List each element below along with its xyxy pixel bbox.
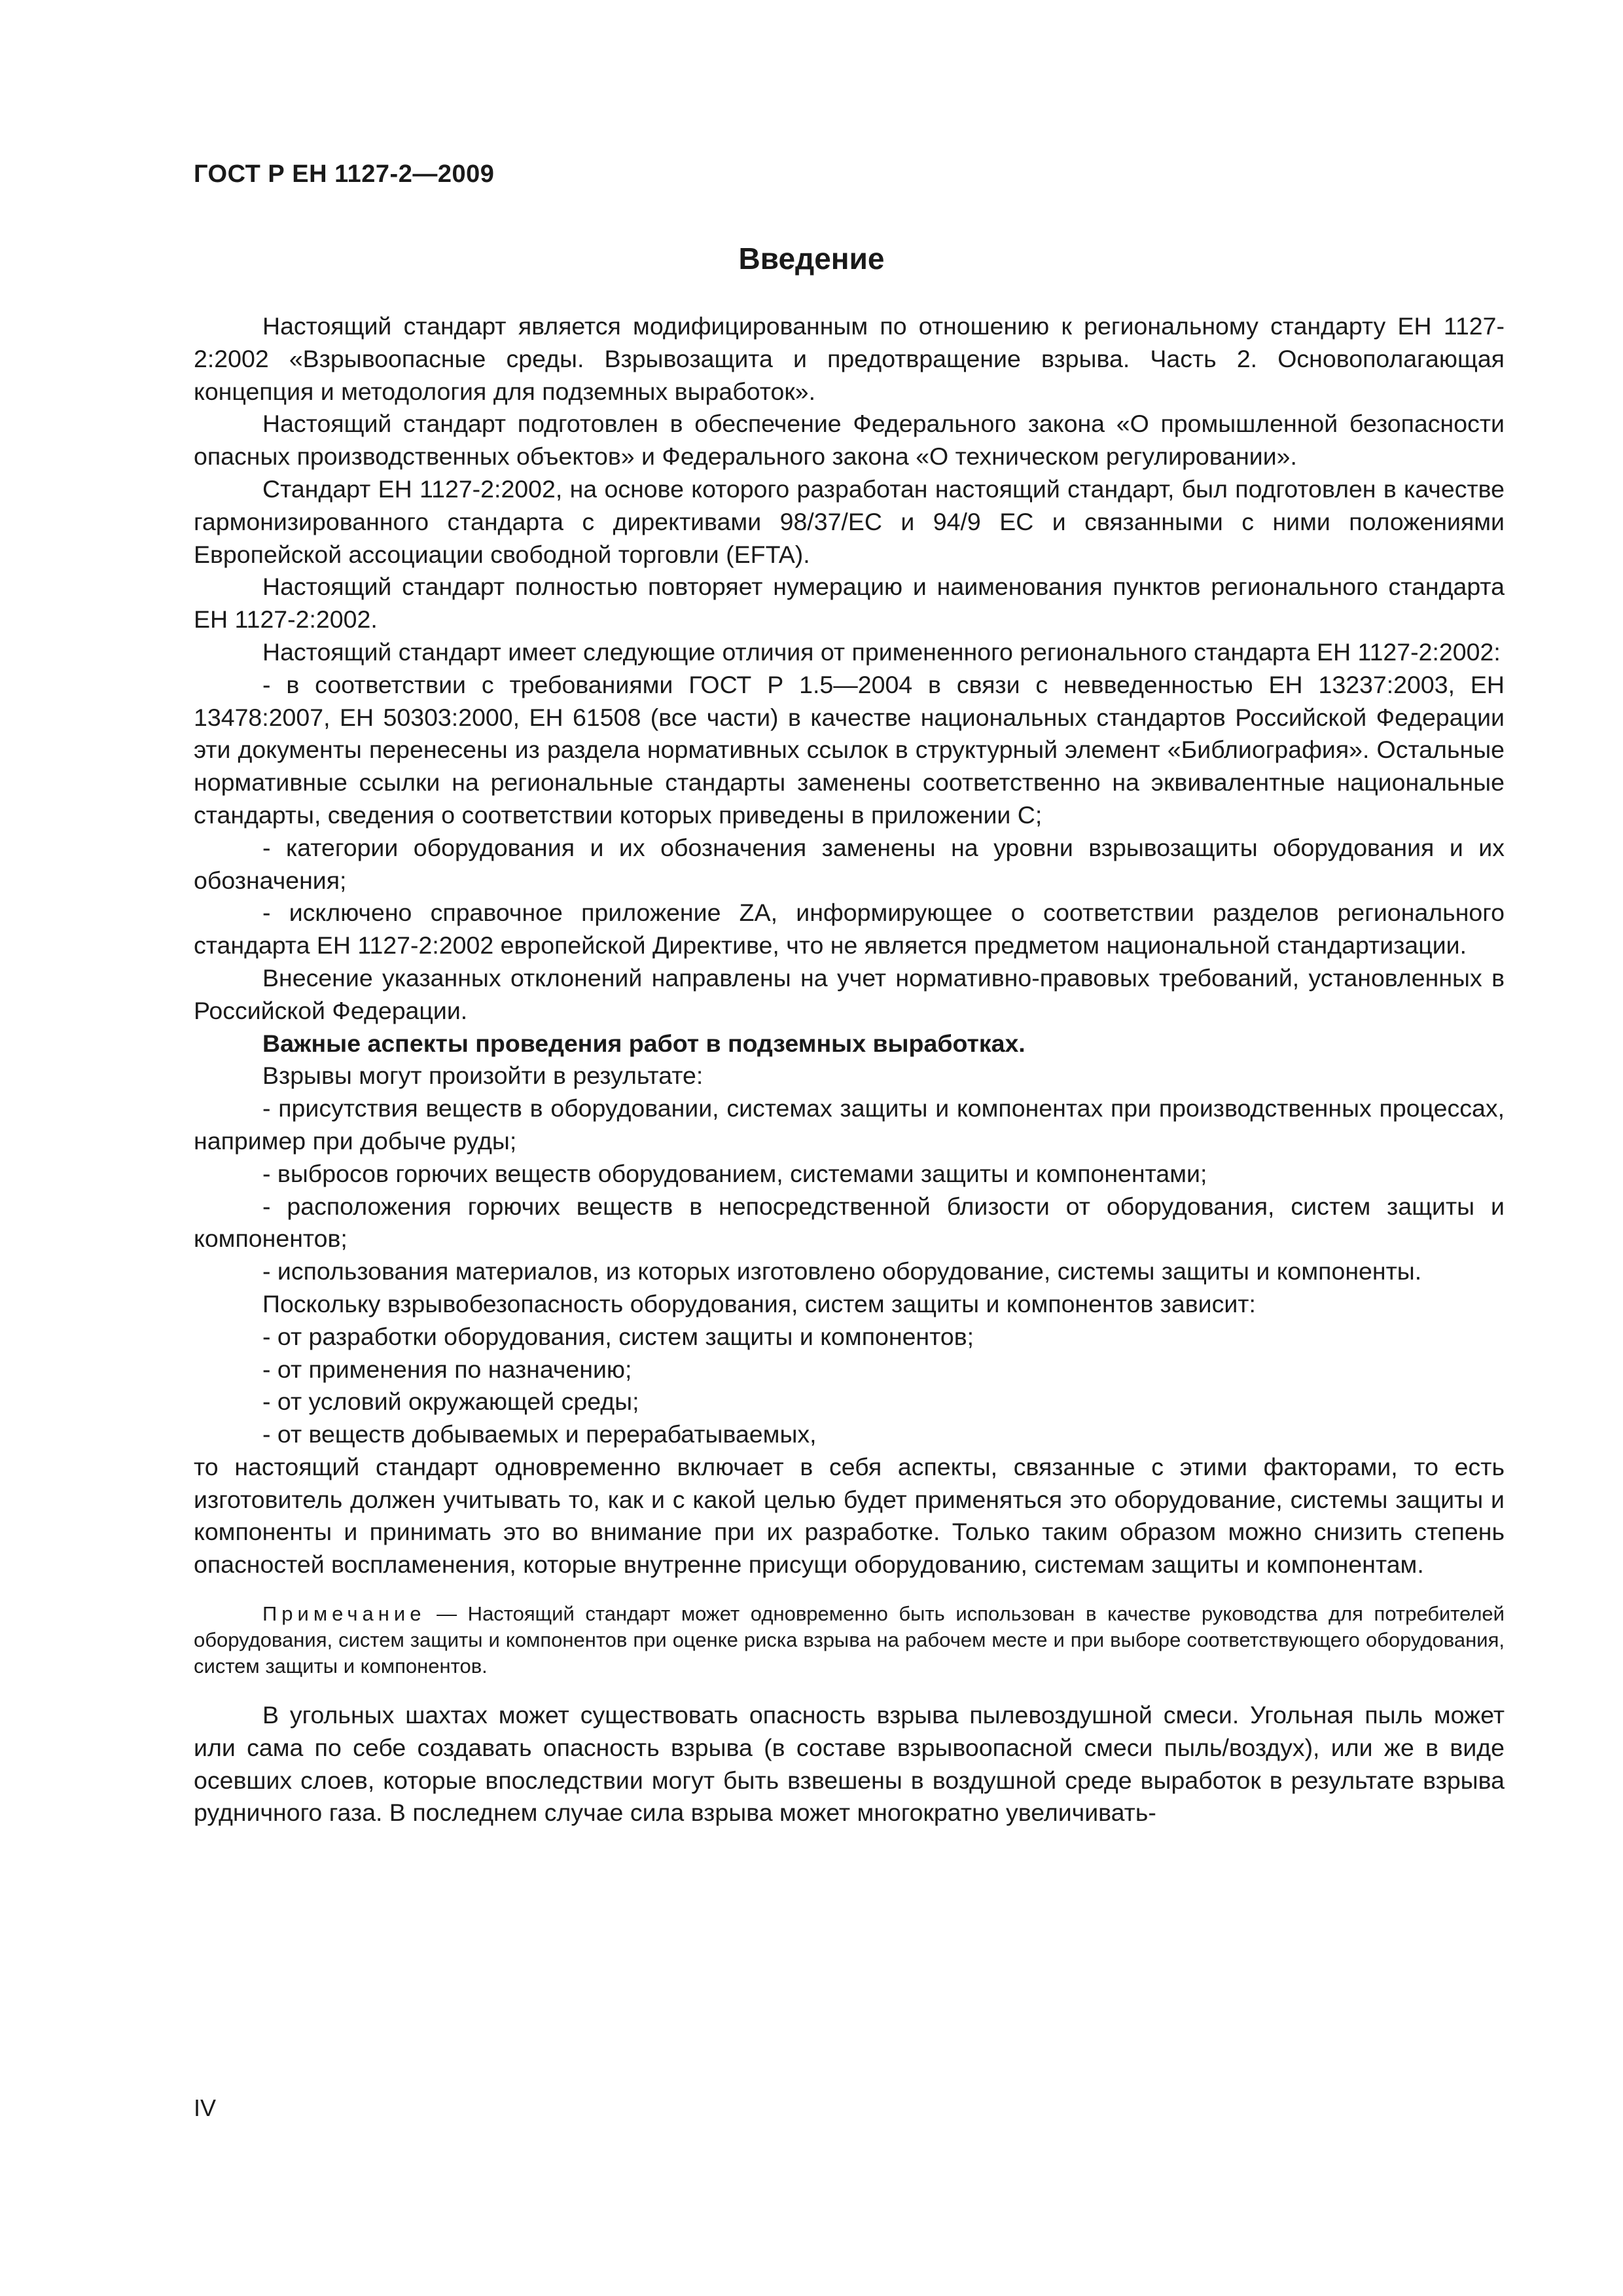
list-item: - выбросов горючих веществ оборудованием, системами защиты и компонентами; xyxy=(262,1159,1207,1187)
list-item: - присутствия веществ в оборудовании, системах защиты и компонентах при производственных процессах, например при добыче руды; xyxy=(194,1094,1505,1155)
paragraph: Взрывы могут произойти в результате: xyxy=(262,1062,704,1090)
list-item: - от разработки оборудования, систем защиты и компонентов; xyxy=(262,1322,974,1350)
paragraph: Настоящий стандарт подготовлен в обеспечение Федерального закона «О промышленной безопасности опасных производственных объектов» и Федерального закона «О техническом регулировании». xyxy=(194,410,1505,471)
list-item: - расположения горючих веществ в непосредственной близости от оборудования, систем защиты и компонентов; xyxy=(194,1192,1505,1253)
list-item: - исключено справочное приложение ZA, информирующее о соответствии разделов регионального стандарта ЕН 1127-2:2002 европейской Директиве, что не является предметом национальной стандартизации. xyxy=(194,899,1505,960)
document-body xyxy=(194,310,1505,1829)
page-number: IV xyxy=(194,2094,217,2121)
page-title: Введение xyxy=(738,242,885,276)
paragraph: Поскольку взрывобезопасность оборудования, систем защиты и компонентов зависит: xyxy=(262,1289,1256,1318)
note xyxy=(194,1601,1505,1679)
list-item: - использования материалов, из которых изготовлено оборудование, системы защиты и компоненты. xyxy=(262,1257,1422,1285)
paragraph: В угольных шахтах может существовать опасность взрыва пылевоздушной смеси. Угольная пыль может или сама по себе создавать опасность взрыва (в составе взрывоопасной смеси пыль/воздух), или же в виде осевших слоев, которые впоследствии могут быть взвешены в воздушной среде выработок в результате взрыва рудничного газа. В последнем случае сила взрыва может многократно увеличивать- xyxy=(194,1701,1505,1827)
paragraph: Стандарт ЕН 1127-2:2002, на основе которого разработан настоящий стандарт, был подготовлен в качестве гармонизированного стандарта с директивами 98/37/ЕС и 94/9 ЕС и связанными с ними положениями Европейской ассоциации свободной торговли (EFTA). xyxy=(194,475,1505,568)
paragraph: Настоящий стандарт имеет следующие отличия от примененного регионального стандарта ЕН 1127-2:2002: xyxy=(262,637,1501,666)
paragraph: Настоящий стандарт полностью повторяет нумерацию и наименования пунктов регионального стандарта ЕН 1127-2:2002. xyxy=(194,573,1505,634)
list-item: - категории оборудования и их обозначения заменены на уровни взрывозащиты оборудования и их обозначения; xyxy=(194,833,1505,894)
note-label: Примечание xyxy=(262,1602,426,1626)
list-item: - в соответствии с требованиями ГОСТ Р 1.5—2004 в связи с невведенностью ЕН 13237:2003, ЕН 13478:2007, ЕН 50303:2000, ЕН 61508 (все части) в качестве национальных стандартов Российской Федерации эти документы перенесены из раздела нормативных ссылок в структурный элемент «Библиография». Остальные нормативные ссылки на региональные стандарты заменены соответственно на эквивалентные национальные стандарты, сведения о соответствии которых приведены в приложении С; xyxy=(194,670,1505,829)
paragraph: Настоящий стандарт является модифицированным по отношению к региональному стандарту ЕН 1127-2:2002 «Взрывоопасные среды. Взрывозащита и предотвращение взрыва. Часть 2. Основополагающая концепция и методология для подземных выработок». xyxy=(194,312,1505,405)
list-item: - от веществ добываемых и перерабатываемых, xyxy=(262,1420,817,1448)
list-item: - от условий окружающей среды; xyxy=(262,1388,639,1416)
note-text: — Настоящий стандарт может одновременно быть использован в качестве руководства для потребителей оборудования, систем защиты и компонентов при оценке риска взрыва на рабочем месте и при выборе соответствующего оборудования, систем защиты и компонентов. xyxy=(194,1602,1505,1678)
paragraph: Внесение указанных отклонений направлены на учет нормативно-правовых требований, установленных в Российской Федерации. xyxy=(194,963,1505,1024)
section-heading: Важные аспекты проведения работ в подземных выработках. xyxy=(262,1029,1026,1057)
list-item: - от применения по назначению; xyxy=(262,1355,632,1383)
paragraph: то настоящий стандарт одновременно включает в себя аспекты, связанные с этими факторами, то есть изготовитель должен учитывать то, как и с какой целью будет применяться это оборудование, системы защиты и компоненты и принимать это во внимание при их разработке. Только таким образом можно снизить степень опасностей воспламенения, которые внутренне присущи оборудованию, системам защиты и компонентам. xyxy=(194,1452,1505,1579)
document-code: ГОСТ Р ЕН 1127-2—2009 xyxy=(194,160,495,188)
